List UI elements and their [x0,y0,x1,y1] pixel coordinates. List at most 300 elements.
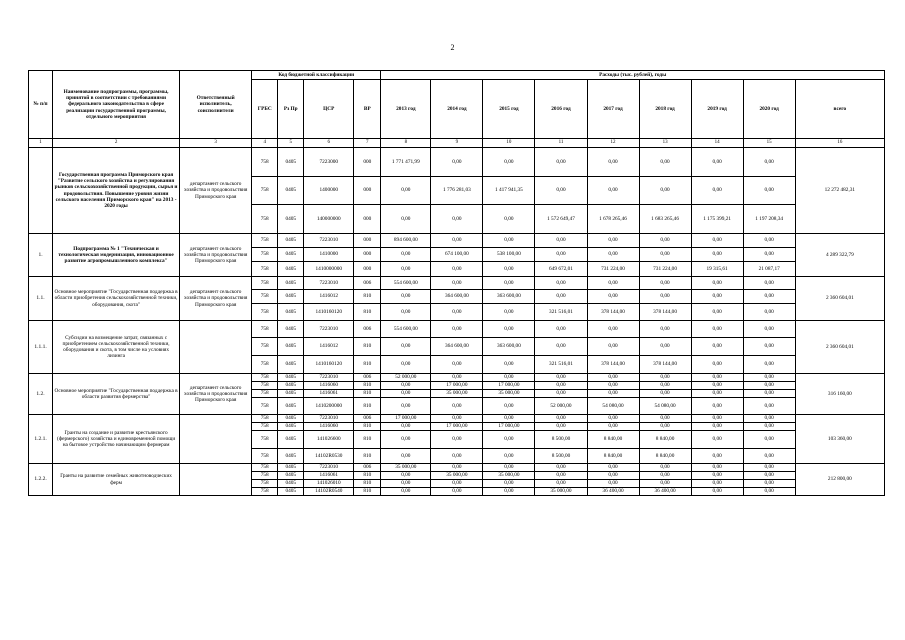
header-year-2019: 2019 год [691,80,743,139]
cell-amount: 0,00 [691,277,743,290]
cell-amount: 0,00 [639,177,691,205]
table-row [29,374,885,382]
cell-vr: 810 [354,480,381,488]
cell-csr: 7223010 [304,234,354,248]
cell-amount: 0,00 [535,382,587,390]
cell-amount: 0,00 [431,321,483,338]
cell-amount: 0,00 [639,464,691,472]
table-row [29,415,885,423]
cell-amount: 19 315,61 [691,262,743,277]
cell-amount: 0,00 [483,398,535,415]
cell-amount: 0,00 [639,290,691,304]
cell-amount: 0,00 [381,382,431,390]
cell-amount: 1 417 941,35 [483,177,535,205]
cell-amount: 364 600,00 [431,290,483,304]
cell-csr: 14102R0530 [304,449,354,464]
cell-rzpr: 0405 [278,423,304,431]
cell-amount: 0,00 [431,431,483,449]
cell-amount: 1 776 281,03 [431,177,483,205]
column-number: 3 [180,139,252,148]
header-kbk-csr: ЦСР [304,80,354,139]
cell-amount: 0,00 [639,423,691,431]
cell-csr: 1410000 [304,248,354,262]
cell-amount: 0,00 [639,338,691,356]
row-index: 1. [29,234,53,277]
column-number: 8 [381,139,431,148]
row-total: 316 160,00 [795,374,884,415]
cell-amount: 0,00 [743,248,795,262]
cell-vr: 006 [354,374,381,382]
cell-amount: 0,00 [639,321,691,338]
cell-amount: 0,00 [431,398,483,415]
table-body [29,148,885,496]
cell-csr: 1400000 [304,177,354,205]
cell-amount: 0,00 [587,423,639,431]
cell-amount: 0,00 [691,382,743,390]
cell-amount: 0,00 [639,248,691,262]
cell-amount: 0,00 [587,472,639,480]
cell-amount: 0,00 [535,390,587,398]
cell-amount: 17 000,00 [483,423,535,431]
column-number: 1 [29,139,53,148]
cell-grbs: 758 [252,431,278,449]
cell-rzpr: 0405 [278,398,304,415]
cell-amount: 54 080,00 [587,398,639,415]
cell-amount: 0,00 [381,290,431,304]
cell-grbs: 758 [252,472,278,480]
cell-vr: 810 [354,431,381,449]
column-number: 5 [278,139,304,148]
cell-amount: 0,00 [535,480,587,488]
cell-vr: 810 [354,356,381,374]
cell-amount: 0,00 [691,248,743,262]
cell-amount: 0,00 [639,374,691,382]
cell-amount: 52 000,00 [381,374,431,382]
cell-amount: 0,00 [639,277,691,290]
cell-amount: 0,00 [431,304,483,321]
budget-table [28,70,885,496]
cell-amount: 8 840,00 [587,431,639,449]
cell-rzpr: 0405 [278,148,304,177]
cell-amount: 0,00 [483,234,535,248]
cell-amount: 378 144,00 [639,356,691,374]
cell-csr: 7223010 [304,321,354,338]
cell-vr: 000 [354,177,381,205]
cell-amount: 0,00 [587,338,639,356]
header-year-2014: 2014 год [431,80,483,139]
cell-amount: 0,00 [483,277,535,290]
column-number: 13 [639,139,691,148]
cell-amount: 0,00 [431,480,483,488]
cell-amount: 364 600,00 [431,338,483,356]
cell-amount: 0,00 [587,177,639,205]
column-number: 15 [743,139,795,148]
cell-grbs: 758 [252,488,278,496]
cell-rzpr: 0405 [278,205,304,234]
cell-amount: 1 175 399,21 [691,205,743,234]
cell-grbs: 758 [252,290,278,304]
cell-amount: 0,00 [431,356,483,374]
cell-amount: 0,00 [535,290,587,304]
cell-amount: 52 000,00 [535,398,587,415]
cell-amount: 0,00 [587,277,639,290]
cell-amount: 0,00 [381,488,431,496]
cell-amount: 0,00 [431,374,483,382]
cell-amount: 0,00 [743,472,795,480]
table-row [29,277,885,290]
cell-amount: 0,00 [535,423,587,431]
cell-amount: 8 840,00 [639,431,691,449]
cell-amount: 0,00 [483,488,535,496]
cell-amount: 35 000,00 [535,488,587,496]
header-year-2015: 2015 год [483,80,535,139]
cell-amount: 0,00 [587,480,639,488]
cell-amount: 1 572 649,47 [535,205,587,234]
cell-grbs: 758 [252,321,278,338]
cell-amount: 0,00 [743,290,795,304]
cell-amount: 0,00 [431,488,483,496]
cell-csr: 141026010 [304,480,354,488]
row-name: Субсидии на возмещение затрат, связанных с приобретением сельскохозяйственной техники, оборудования и скота, в том числе на условиях лизинга [53,321,180,374]
cell-amount: 0,00 [743,321,795,338]
cell-amount: 321 516,01 [535,356,587,374]
cell-rzpr: 0405 [278,464,304,472]
cell-amount: 0,00 [639,472,691,480]
row-responsible: департамент сельского хозяйства и продовольствия Приморского края [180,374,252,415]
cell-amount: 0,00 [535,148,587,177]
cell-amount: 36 400,00 [639,488,691,496]
cell-csr: 1416060 [304,423,354,431]
cell-csr: 1410000000 [304,262,354,277]
cell-amount: 0,00 [691,431,743,449]
cell-amount: 0,00 [691,234,743,248]
row-total: 103 360,00 [795,415,884,464]
cell-amount: 0,00 [691,488,743,496]
cell-amount: 1 683 265,46 [639,205,691,234]
cell-amount: 674 100,00 [431,248,483,262]
cell-csr: 7223000 [304,148,354,177]
cell-amount: 378 144,00 [639,304,691,321]
cell-amount: 0,00 [535,277,587,290]
cell-amount: 0,00 [743,338,795,356]
cell-amount: 649 672,01 [535,262,587,277]
column-number: 16 [795,139,884,148]
cell-amount: 0,00 [743,488,795,496]
cell-rzpr: 0405 [278,374,304,382]
cell-grbs: 758 [252,277,278,290]
column-number: 10 [483,139,535,148]
cell-amount: 0,00 [381,480,431,488]
row-name: Основное мероприятие "Государственная поддержка в области развития фермерства" [53,374,180,415]
cell-amount: 731 224,00 [587,262,639,277]
cell-amount: 36 400,00 [587,488,639,496]
cell-csr: 14102R0540 [304,488,354,496]
cell-vr: 810 [354,382,381,390]
cell-amount: 554 600,00 [381,277,431,290]
cell-grbs: 758 [252,423,278,431]
cell-grbs: 758 [252,356,278,374]
cell-amount: 0,00 [483,321,535,338]
cell-vr: 810 [354,290,381,304]
column-number: 14 [691,139,743,148]
cell-amount: 0,00 [381,205,431,234]
cell-amount: 0,00 [587,148,639,177]
cell-amount: 0,00 [381,248,431,262]
cell-amount: 0,00 [691,398,743,415]
cell-grbs: 758 [252,338,278,356]
row-index [29,148,53,234]
cell-amount: 0,00 [483,449,535,464]
column-number: 2 [53,139,180,148]
cell-amount: 0,00 [483,374,535,382]
cell-amount: 0,00 [431,464,483,472]
cell-rzpr: 0405 [278,449,304,464]
header-col-no: № п/п [29,71,53,139]
cell-vr: 810 [354,304,381,321]
cell-vr: 000 [354,262,381,277]
cell-amount: 35 000,00 [483,472,535,480]
cell-amount: 0,00 [381,431,431,449]
cell-amount: 35 000,00 [431,390,483,398]
row-total: 2 360 604,01 [795,321,884,374]
cell-rzpr: 0405 [278,234,304,248]
cell-rzpr: 0405 [278,431,304,449]
cell-rzpr: 0405 [278,248,304,262]
cell-amount: 0,00 [483,464,535,472]
cell-amount: 0,00 [431,148,483,177]
cell-grbs: 758 [252,304,278,321]
row-index: 1.2.1. [29,415,53,464]
cell-amount: 0,00 [639,148,691,177]
cell-amount: 0,00 [691,177,743,205]
cell-amount: 0,00 [587,321,639,338]
table-row [29,148,885,177]
cell-rzpr: 0405 [278,472,304,480]
column-number: 7 [354,139,381,148]
cell-rzpr: 0405 [278,290,304,304]
cell-vr: 810 [354,423,381,431]
cell-amount: 54 080,00 [639,398,691,415]
table-row [29,234,885,248]
header-col-name: Наименование подпрограммы, программы, принятой в соответствии с требованиями федерального законодательства в сфере реализации государственной программы, отдельного мероприятия [53,71,180,139]
cell-amount: 0,00 [483,431,535,449]
cell-amount: 0,00 [483,415,535,423]
cell-vr: 810 [354,472,381,480]
cell-vr: 000 [354,248,381,262]
cell-rzpr: 0405 [278,480,304,488]
row-index: 1.2. [29,374,53,415]
cell-csr: 1416012 [304,290,354,304]
cell-vr: 810 [354,390,381,398]
row-responsible: департамент сельского хозяйства и продовольствия Приморского края [180,148,252,234]
cell-amount: 0,00 [691,356,743,374]
cell-amount: 1 771 471,99 [381,148,431,177]
cell-amount: 0,00 [483,304,535,321]
cell-rzpr: 0405 [278,382,304,390]
row-index: 1.1. [29,277,53,321]
cell-grbs: 758 [252,464,278,472]
cell-amount: 1 197 208,34 [743,205,795,234]
cell-csr: 1416012 [304,338,354,356]
header-year-2013: 2013 год [381,80,431,139]
cell-amount: 0,00 [743,234,795,248]
table-row [29,321,885,338]
cell-vr: 006 [354,277,381,290]
cell-amount: 731 224,00 [639,262,691,277]
cell-csr: 1416061 [304,472,354,480]
cell-amount: 0,00 [381,398,431,415]
cell-vr: 000 [354,234,381,248]
cell-amount: 321 516,01 [535,304,587,321]
cell-amount: 0,00 [743,415,795,423]
cell-csr: 7223010 [304,277,354,290]
cell-amount: 0,00 [639,480,691,488]
cell-rzpr: 0405 [278,415,304,423]
cell-rzpr: 0405 [278,304,304,321]
cell-amount: 0,00 [691,321,743,338]
cell-amount: 0,00 [587,290,639,304]
cell-vr: 810 [354,488,381,496]
cell-amount: 1 678 265,46 [587,205,639,234]
cell-amount: 35 000,00 [381,464,431,472]
cell-amount: 8 840,00 [639,449,691,464]
cell-amount: 0,00 [691,148,743,177]
cell-amount: 0,00 [691,464,743,472]
cell-csr: 1410160120 [304,356,354,374]
cell-rzpr: 0405 [278,321,304,338]
row-total: 12 272 482,31 [795,148,884,234]
row-name: Гранты на развитие семейных животноводческих ферм [53,464,180,496]
cell-amount: 554 600,00 [381,321,431,338]
cell-csr: 1410200000 [304,398,354,415]
cell-amount: 0,00 [587,382,639,390]
cell-rzpr: 0405 [278,277,304,290]
cell-amount: 0,00 [743,277,795,290]
cell-grbs: 758 [252,248,278,262]
cell-grbs: 758 [252,374,278,382]
column-number: 6 [304,139,354,148]
cell-rzpr: 0405 [278,390,304,398]
cell-amount: 0,00 [381,356,431,374]
cell-amount: 0,00 [743,390,795,398]
cell-amount: 0,00 [535,234,587,248]
cell-amount: 0,00 [743,374,795,382]
cell-amount: 0,00 [431,262,483,277]
cell-csr: 7223010 [304,415,354,423]
header-group-kbk: Код бюджетной классификации [252,71,381,80]
cell-amount: 0,00 [535,464,587,472]
cell-amount: 17 000,00 [483,382,535,390]
cell-grbs: 758 [252,480,278,488]
cell-amount: 0,00 [381,390,431,398]
header-group-expenses: Расходы (тыс. рублей), годы [381,71,885,80]
cell-amount: 0,00 [743,148,795,177]
cell-amount: 378 144,00 [587,356,639,374]
header-total: всего [795,80,884,139]
cell-amount: 0,00 [587,464,639,472]
cell-amount: 0,00 [381,262,431,277]
cell-rzpr: 0405 [278,177,304,205]
cell-amount: 0,00 [483,356,535,374]
cell-amount: 0,00 [587,248,639,262]
row-responsible: департамент сельского хозяйства и продовольствия Приморского края [180,277,252,321]
cell-vr: 810 [354,449,381,464]
header-year-2017: 2017 год [587,80,639,139]
row-total: 4 289 322,79 [795,234,884,277]
cell-amount: 0,00 [743,304,795,321]
cell-amount: 0,00 [381,304,431,321]
cell-grbs: 758 [252,177,278,205]
row-index: 1.1.1. [29,321,53,374]
cell-amount: 0,00 [691,304,743,321]
cell-amount: 0,00 [639,382,691,390]
row-name: Подпрограмма № 1 "Техническая и технологическая модернизация, инновационное развитие агропромышленного комплекса" [53,234,180,277]
cell-rzpr: 0405 [278,356,304,374]
cell-amount: 0,00 [639,390,691,398]
row-total: 212 800,00 [795,464,884,496]
row-responsible [180,415,252,464]
cell-amount: 0,00 [691,423,743,431]
cell-csr: 1416061 [304,390,354,398]
cell-amount: 0,00 [587,374,639,382]
header-year-2016: 2016 год [535,80,587,139]
column-number: 11 [535,139,587,148]
header-row-numbers [29,139,885,148]
cell-amount: 35 000,00 [483,390,535,398]
cell-csr: 1416060 [304,382,354,390]
cell-amount: 0,00 [691,415,743,423]
column-number: 12 [587,139,639,148]
cell-amount: 0,00 [535,321,587,338]
cell-amount: 17 000,00 [431,382,483,390]
cell-vr: 006 [354,464,381,472]
cell-amount: 0,00 [381,472,431,480]
cell-vr: 810 [354,398,381,415]
cell-amount: 0,00 [381,423,431,431]
header-row-groups [29,71,885,80]
cell-amount: 8 840,00 [587,449,639,464]
cell-amount: 0,00 [743,423,795,431]
row-responsible [180,464,252,496]
cell-amount: 0,00 [743,356,795,374]
cell-grbs: 758 [252,449,278,464]
cell-csr: 7223010 [304,374,354,382]
cell-amount: 0,00 [535,374,587,382]
cell-amount: 0,00 [587,415,639,423]
cell-amount: 0,00 [587,390,639,398]
cell-amount: 0,00 [483,148,535,177]
cell-amount: 0,00 [483,262,535,277]
cell-vr: 000 [354,205,381,234]
cell-amount: 0,00 [431,415,483,423]
row-index: 1.2.2. [29,464,53,496]
cell-grbs: 758 [252,262,278,277]
cell-csr: 1410160120 [304,304,354,321]
cell-amount: 0,00 [691,472,743,480]
cell-grbs: 758 [252,390,278,398]
cell-amount: 363 600,00 [483,338,535,356]
cell-amount: 0,00 [483,480,535,488]
cell-csr: 141026600 [304,431,354,449]
cell-rzpr: 0405 [278,488,304,496]
cell-amount: 0,00 [381,177,431,205]
cell-amount: 0,00 [535,248,587,262]
cell-amount: 0,00 [535,338,587,356]
cell-vr: 006 [354,415,381,423]
cell-amount: 0,00 [743,449,795,464]
cell-amount: 21 087,17 [743,262,795,277]
cell-amount: 0,00 [431,205,483,234]
